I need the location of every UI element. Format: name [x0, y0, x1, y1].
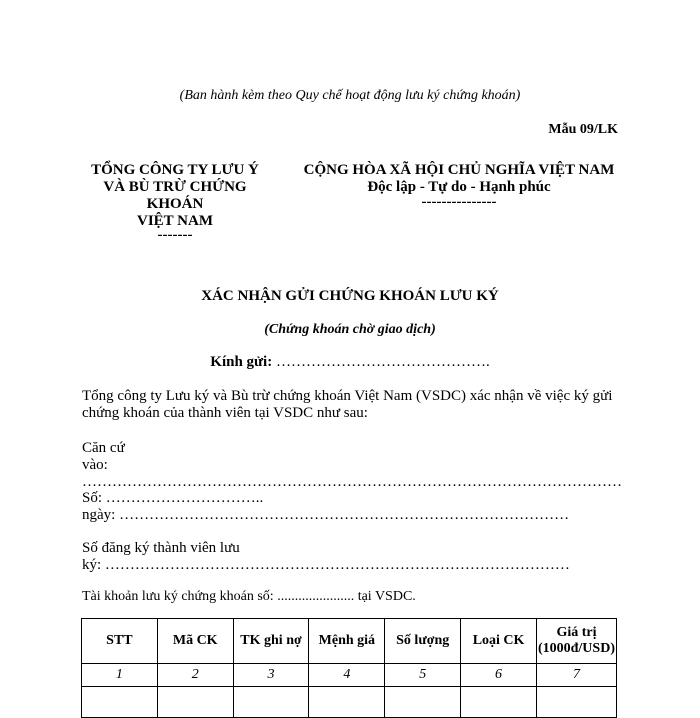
- org-line: KHOÁN: [146, 196, 204, 212]
- date-field: ngày: ………………………………………………………………………………: [82, 507, 570, 523]
- recipient-line: [0, 354, 700, 371]
- member-registration-value: ký: …………………………………………………………………………………: [82, 557, 570, 573]
- nation-header: [284, 162, 634, 208]
- number-date-field: [82, 490, 622, 524]
- column-number: 2: [157, 664, 233, 687]
- organization-header: [82, 162, 268, 243]
- nation-motto: Độc lập - Tự do - Hạnh phúc: [367, 179, 551, 195]
- member-registration-label: Số đăng ký thành viên lưu: [82, 540, 240, 556]
- org-line: VIỆT NAM: [137, 213, 213, 229]
- column-number: 6: [461, 664, 537, 687]
- table-cell: [82, 687, 158, 718]
- table-cell: [536, 687, 616, 718]
- basis-value: vào: ………………………………………………………………………………………………: [82, 457, 622, 490]
- table-row: [82, 687, 617, 718]
- form-code: Mẫu 09/LK: [548, 122, 618, 137]
- securities-table: [81, 618, 617, 718]
- recipient-value: …………………………………….: [272, 354, 490, 370]
- column-number: 4: [309, 664, 385, 687]
- org-separator: -------: [157, 227, 193, 243]
- column-header-tk-ghi-no: TK ghi nợ: [233, 619, 309, 664]
- table-cell: [309, 687, 385, 718]
- basis-field: [82, 440, 622, 491]
- basis-label: Căn cứ: [82, 440, 125, 456]
- column-header-menh-gia: Mệnh giá: [309, 619, 385, 664]
- column-header-gia-tri: Giá trị (1000đ/USD): [536, 619, 616, 664]
- body-paragraph: Tổng công ty Lưu ký và Bù trừ chứng khoán Việt Nam (VSDC) xác nhận về việc ký gửi chứng khoán của thành viên tại VSDC như sau:: [82, 388, 613, 421]
- table-cell: [385, 687, 461, 718]
- org-line: TỔNG CÔNG TY LƯU Ý: [91, 162, 259, 178]
- table-cell: [157, 687, 233, 718]
- column-number: 7: [536, 664, 616, 687]
- member-registration-field: [82, 540, 622, 574]
- column-header-stt: STT: [82, 619, 158, 664]
- document-title: XÁC NHẬN GỬI CHỨNG KHOÁN LƯU KÝ: [201, 288, 499, 304]
- number-field: Số: …………………………..: [82, 490, 264, 506]
- recipient-label: Kính gửi:: [210, 354, 273, 370]
- column-header-so-luong: Số lượng: [385, 619, 461, 664]
- org-line: VÀ BÙ TRỪ CHỨNG: [103, 179, 247, 195]
- table-header-row: [82, 619, 617, 664]
- nation-separator: ---------------: [421, 194, 497, 210]
- table-cell: [233, 687, 309, 718]
- column-header-ma-ck: Mã CK: [157, 619, 233, 664]
- document-subtitle: (Chứng khoán chờ giao dịch): [264, 322, 436, 337]
- column-number: 1: [82, 664, 158, 687]
- column-number: 5: [385, 664, 461, 687]
- nation-name: CỘNG HÒA XÃ HỘI CHỦ NGHĨA VIỆT NAM: [303, 162, 615, 178]
- column-number: 3: [233, 664, 309, 687]
- regulation-note: (Ban hành kèm theo Quy chế hoạt động lưu ký chứng khoán): [179, 88, 521, 103]
- table-cell: [461, 687, 537, 718]
- column-header-loai-ck: Loại CK: [461, 619, 537, 664]
- table-column-number-row: [82, 664, 617, 687]
- account-line: Tài khoản lưu ký chứng khoán số: ...................... tại VSDC.: [82, 589, 416, 604]
